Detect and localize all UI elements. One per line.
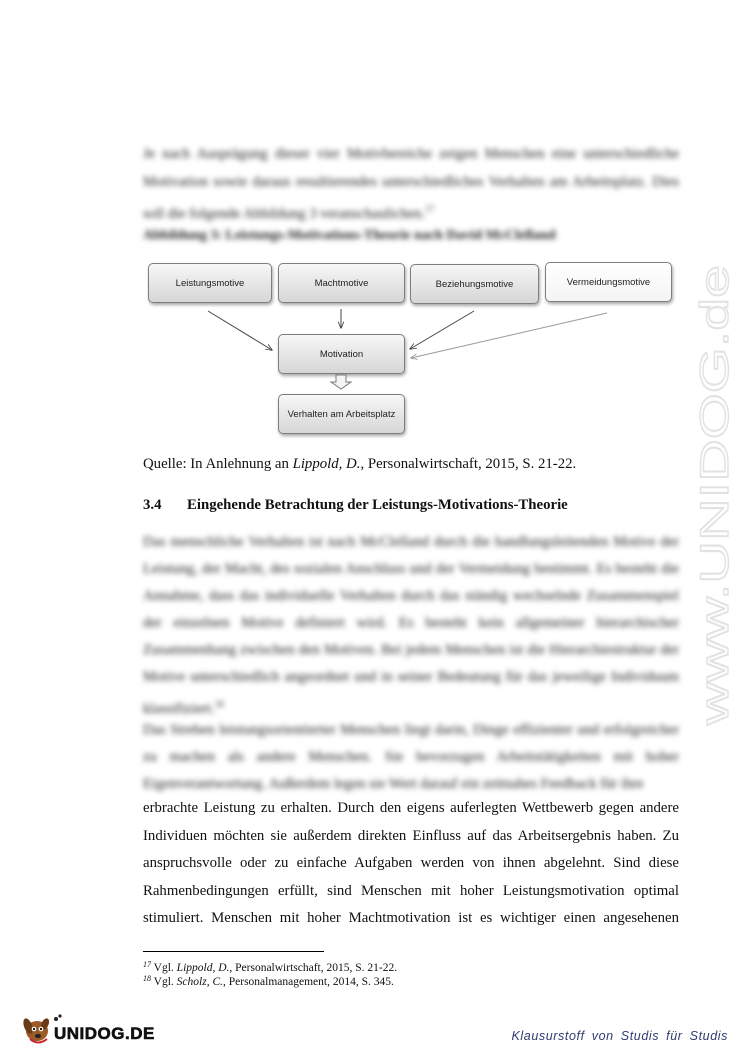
diagram-box-vermeidungsmotive: Vermeidungsmotive xyxy=(545,262,672,302)
text-line: stimuliert. Menschen mit hoher Machtmotivation ist es wichtiger einen angesehenen xyxy=(143,910,679,926)
diagram-box-machtmotive: Machtmotive xyxy=(278,263,405,303)
diagram-arrows xyxy=(0,0,750,470)
diagram-box-verhalten: Verhalten am Arbeitsplatz xyxy=(278,394,405,434)
footnote-17: $^{17}$ Vgl. Lippold, D., Personalwirtschaft, 2015, S. 21-22. xyxy=(143,960,398,974)
text-line: Individuen möchten sie außerdem direkten Einfluss auf das Arbeitsergebnis haben. Zu xyxy=(143,827,679,844)
footnote-divider xyxy=(143,951,324,952)
paragraph-2-blurred: Das Streben leistungsorientierter Menschen liegt darin, Dinge effizienter und erfolgreicher zu machen als andere Menschen. Sie bevorzugen Arbeitstätigkeiten mit hoher Eigenverantwortung. Außerdem legen sie Wert darauf ein zeitnahes Feedback für ihre xyxy=(143,722,679,792)
text-line: Rahmenbedingungen erfüllt, sind Menschen mit hoher Leistungsmotivation optimal xyxy=(143,882,679,899)
logo-text: UNIDOG.DE xyxy=(54,1024,155,1043)
arrow-beziehung-to-motivation xyxy=(410,311,474,349)
section-heading: 3.4 Eingehende Betrachtung der Leistungs-Motivations-Theorie xyxy=(143,497,568,513)
watermark xyxy=(684,260,744,730)
figure-source: Quelle: In Anlehnung an Lippold, D., Personalwirtschaft, 2015, S. 21-22. xyxy=(143,456,577,472)
diagram-box-leistungsmotive: Leistungsmotive xyxy=(148,263,272,303)
unidog-logo[interactable] xyxy=(20,1010,155,1048)
figure-title: Abbildung 3: Leistungs-Motivations-Theorie nach David McClelland xyxy=(143,228,556,243)
diagram-box-beziehungsmotive: Beziehungsmotive xyxy=(410,264,539,304)
text-line: anspruchsvolle oder zu einfache Aufgaben werden von ihnen abgelehnt. Sind diese xyxy=(143,855,679,871)
paragraph-2-visible xyxy=(143,795,679,933)
footer-slogan: Klausurstoff von Studis für Studis xyxy=(511,1029,728,1043)
text-line: erbrachte Leistung zu erhalten. Durch den eigens auferlegten Wettbewerb gegen andere xyxy=(143,800,679,816)
paragraph-1: Das menschliche Verhalten ist nach McClelland durch die handlungsleitenden Motive der Leistung, der Macht, des sozialen Anschluss und der Vermeidung bestimmt. Es besteht die Annahme, dass das individuelle Verhalten durch das ständig wechselnde Zusammenspiel der einzelnen Motive definiert wird. Es besteht kein allgemeiner hierarchischer Zusammenhang zwischen den Motiven. Bei jedem Menschen ist die Hierarchiestruktur der Motive unterschiedlich angeordnet und in seiner Bedeutung für das jeweilige Individuum klassifiziert.$^{18}$ xyxy=(143,534,679,717)
arrow-leistung-to-motivation xyxy=(208,311,272,350)
svg-text:www.UNIDOG.de: www.UNIDOG.de xyxy=(693,413,737,725)
diagram-box-motivation: Motivation xyxy=(278,334,405,374)
footnote-18: $^{18}$ Vgl. Scholz, C., Personalmanagement, 2014, S. 345. xyxy=(143,974,394,988)
arrow-vermeidung-to-motivation xyxy=(411,313,607,358)
intro-paragraph: Je nach Ausprägung dieser vier Motivbereiche zeigen Menschen eine unterschiedliche Motivation sowie daraus resultierendes unterschiedliches Verhalten am Arbeitsplatz. Dies soll die folgende Abbildung 3 veranschaulichen.$^{17}$ xyxy=(143,146,679,222)
block-arrow-down xyxy=(331,375,351,389)
